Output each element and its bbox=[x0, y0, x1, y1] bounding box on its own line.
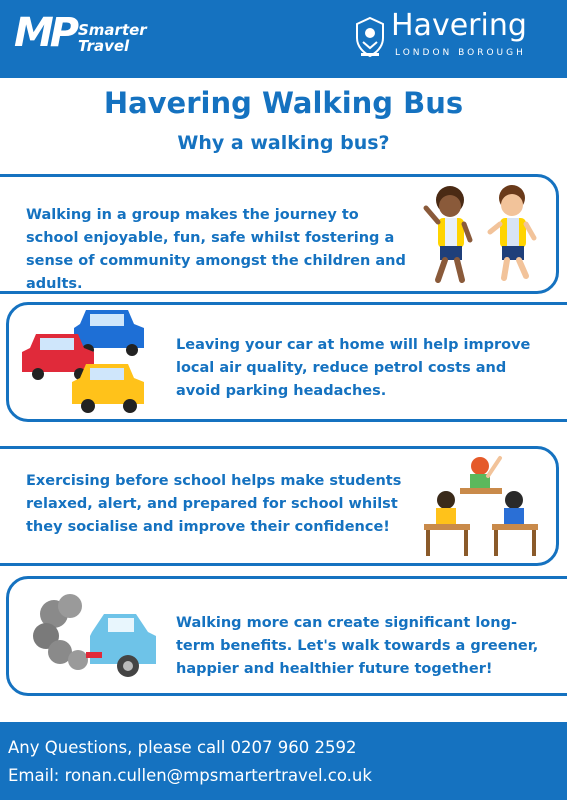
mp-logo-word-smarter: Smarter bbox=[78, 21, 147, 39]
card-text-long-term: Walking more can create significant long-term benefits. Let's walk towards a greener, happier and healthier future together! bbox=[176, 615, 539, 677]
page-title: Havering Walking Bus bbox=[103, 86, 464, 120]
exhaust-car-icon bbox=[32, 590, 160, 686]
havering-logo-name: Havering bbox=[391, 8, 527, 43]
footer-phone-line: Any Questions, please call 0207 960 2592 bbox=[8, 738, 357, 757]
footer-email-line: Email: ronan.cullen@mpsmartertravel.co.uk bbox=[8, 766, 372, 785]
page-subtitle: Why a walking bus? bbox=[177, 132, 390, 154]
mp-logo-word-travel: Travel bbox=[78, 37, 130, 55]
card-text-group-walking: Walking in a group makes the journey to school enjoyable, fun, safe whilst fostering a sense of community amongst the children and adults. bbox=[26, 207, 406, 292]
card-text-exercise: Exercising before school helps make students relaxed, alert, and prepared for school whilst they socialise and improve their confidence! bbox=[26, 473, 402, 535]
card-text-car-free: Leaving your car at home will help improve local air quality, reduce petrol costs and avoid parking headaches. bbox=[176, 337, 531, 399]
havering-logo-subtitle: LONDON BOROUGH bbox=[395, 48, 526, 58]
classroom-icon bbox=[416, 452, 548, 560]
contact-footer bbox=[0, 722, 567, 800]
havering-logo bbox=[353, 8, 553, 64]
header-bar bbox=[0, 0, 567, 78]
cars-icon bbox=[18, 306, 158, 418]
mp-logo-letters: MP bbox=[14, 10, 76, 56]
walking-children-icon bbox=[418, 180, 548, 290]
havering-crest-icon bbox=[353, 16, 387, 58]
mp-smarter-travel-logo bbox=[14, 10, 154, 62]
